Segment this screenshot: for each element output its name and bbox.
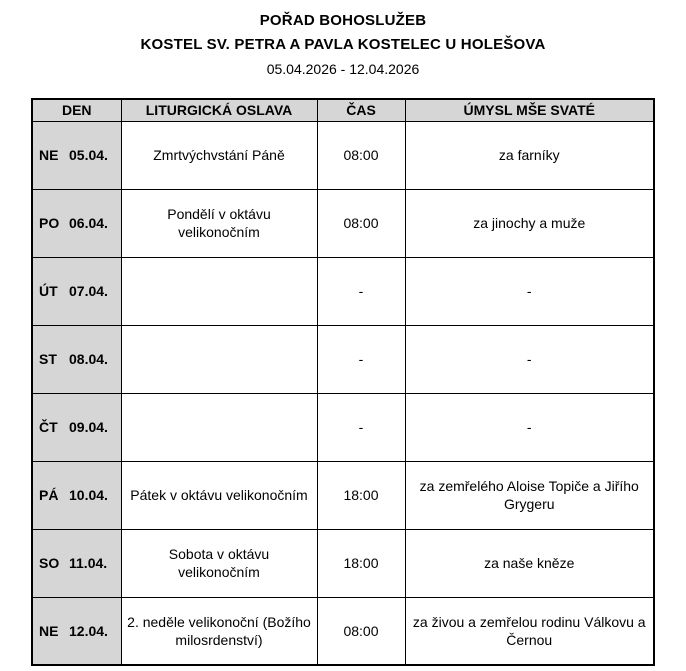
celebration-cell	[121, 325, 317, 393]
day-date: 07.04.	[69, 283, 108, 299]
day-cell	[32, 121, 121, 189]
intention-cell: za živou a zemřelou rodinu Válkovu a Černou	[405, 597, 654, 665]
celebration-cell: Pondělí v oktávu velikonočním	[121, 189, 317, 257]
header-row	[32, 99, 654, 121]
time-cell: 08:00	[317, 189, 405, 257]
time-cell: -	[317, 393, 405, 461]
day-abbrev: NE	[39, 147, 59, 163]
table-row	[32, 393, 654, 461]
day-date: 09.04.	[69, 419, 108, 435]
celebration-cell	[121, 257, 317, 325]
page-header	[0, 0, 686, 77]
time-cell: 18:00	[317, 529, 405, 597]
column-header-1: LITURGICKÁ OSLAVA	[121, 99, 317, 121]
intention-cell: za farníky	[405, 121, 654, 189]
table-row	[32, 529, 654, 597]
intention-cell: -	[405, 257, 654, 325]
intention-cell: za zemřelého Aloise Topiče a Jiřího Grygeru	[405, 461, 654, 529]
day-date: 11.04.	[69, 555, 108, 571]
day-date: 12.04.	[69, 622, 108, 639]
day-date: 10.04.	[69, 487, 108, 503]
time-cell: 08:00	[317, 597, 405, 665]
day-cell	[32, 257, 121, 325]
day-date: 05.04.	[69, 147, 108, 163]
table-row	[32, 121, 654, 189]
intention-cell: -	[405, 325, 654, 393]
celebration-cell	[121, 393, 317, 461]
page-title: POŘAD BOHOSLUŽEB	[259, 12, 427, 29]
table-row	[32, 461, 654, 529]
day-abbrev: PO	[39, 215, 60, 231]
time-cell: -	[317, 325, 405, 393]
day-cell	[32, 393, 121, 461]
day-cell	[32, 597, 121, 665]
column-header-2: ČAS	[317, 99, 405, 121]
day-cell	[32, 325, 121, 393]
day-abbrev: PÁ	[39, 487, 59, 503]
day-cell	[32, 189, 121, 257]
day-cell	[32, 529, 121, 597]
time-cell: 18:00	[317, 461, 405, 529]
day-cell	[32, 461, 121, 529]
celebration-cell: Pátek v oktávu velikonočním	[121, 461, 317, 529]
celebration-cell: Sobota v oktávu velikonočním	[121, 529, 317, 597]
time-cell: 08:00	[317, 121, 405, 189]
table-row	[32, 325, 654, 393]
date-range: 05.04.2026 - 12.04.2026	[266, 61, 420, 77]
intention-cell: za jinochy a muže	[405, 189, 654, 257]
celebration-cell: Zmrtvýchvstání Páně	[121, 121, 317, 189]
day-abbrev: NE	[39, 622, 59, 639]
column-header-0: DEN	[32, 99, 121, 121]
table-row	[32, 257, 654, 325]
day-abbrev: ST	[39, 351, 57, 367]
schedule-table	[31, 98, 655, 666]
day-abbrev: ČT	[39, 419, 58, 435]
intention-cell: za naše kněze	[405, 529, 654, 597]
day-date: 08.04.	[69, 351, 108, 367]
day-abbrev: ÚT	[39, 283, 58, 299]
day-abbrev: SO	[39, 555, 60, 571]
table-row	[32, 189, 654, 257]
time-cell: -	[317, 257, 405, 325]
celebration-cell: 2. neděle velikonoční (Božího milosrdenství)	[121, 597, 317, 665]
church-name: KOSTEL SV. PETRA A PAVLA KOSTELEC U HOLEŠOVA	[140, 36, 546, 53]
column-header-3: ÚMYSL MŠE SVATÉ	[405, 99, 654, 121]
day-date: 06.04.	[69, 215, 108, 231]
intention-cell: -	[405, 393, 654, 461]
table-row	[32, 597, 654, 665]
